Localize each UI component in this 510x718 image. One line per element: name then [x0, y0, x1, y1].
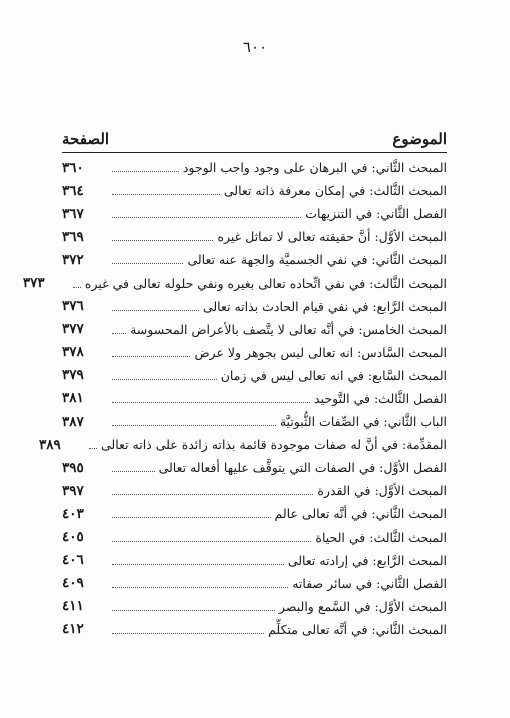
toc-entry-page: ٣٩٧	[62, 482, 84, 499]
toc-entry-title: المبحث الرَّابع: في إرادته تعالى	[287, 552, 447, 568]
toc-entry	[62, 572, 447, 595]
toc-entry	[62, 456, 447, 479]
toc-entry-title: المبحث الأوَّل: في السَّمع والبصر	[279, 598, 447, 614]
toc-entry-page: ٣٦٩	[62, 228, 84, 245]
toc-entry	[62, 364, 447, 387]
toc-entry-title: المقدِّمة: في أنَّ له صفات موجودة قائمة بذاته زائدة على ذاته تعالى	[101, 437, 447, 453]
toc-entry-page: ٤٠٥	[62, 529, 84, 546]
toc-entry-page: ٣٨٩	[39, 436, 61, 453]
toc-entry	[62, 502, 447, 525]
dot-leader	[112, 494, 313, 495]
toc-entry-page: ٣٧٦	[62, 298, 84, 315]
dot-leader	[112, 171, 179, 172]
toc-entry	[62, 179, 447, 202]
page-column-heading: الصفحة	[62, 130, 110, 148]
dot-leader	[112, 333, 126, 334]
toc-header	[62, 126, 447, 148]
toc-entry-page: ٣٧٣	[22, 275, 45, 292]
toc-entry-title: الباب الثَّاني: في الصِّفات الثُّبوتيَّة	[279, 414, 447, 430]
toc-entry-page: ٣٧٨	[62, 344, 84, 361]
toc-entry	[62, 595, 447, 618]
toc-entry	[62, 318, 447, 341]
toc-entry-title: الفصل الأوَّل: في الصفات التي يتوقَّف عليها أفعاله تعالى	[158, 460, 447, 476]
dot-leader	[112, 356, 190, 357]
toc-entry-title: الفصل الثَّاني: في التنزيهات	[305, 206, 447, 222]
toc-entry	[62, 295, 447, 318]
toc-entry	[62, 156, 447, 179]
toc-entry	[62, 526, 447, 549]
toc-entry-page: ٣٦٠	[62, 159, 84, 176]
toc-entry	[62, 248, 447, 271]
toc-entry-title: المبحث الأوَّل: في القدرة	[317, 483, 447, 499]
dot-leader	[112, 471, 155, 472]
dot-leader	[112, 217, 301, 218]
toc-entry-page: ٤٠٦	[62, 552, 84, 569]
toc-entry-title: المبحث الأوَّل: أنَّ حقيقته تعالى لا تماثل غيره	[217, 229, 447, 245]
toc-entry-title: المبحث الثَّاني: في أنَّه تعالى عالم	[274, 506, 447, 522]
toc-entry	[62, 618, 447, 641]
dot-leader	[112, 564, 284, 565]
table-of-contents	[22, 156, 447, 641]
toc-entry	[22, 271, 447, 294]
toc-entry-page: ٣٧٢	[62, 251, 84, 268]
toc-entry-page: ٣٨١	[62, 390, 84, 407]
dot-leader	[112, 517, 271, 518]
dot-leader	[112, 587, 288, 588]
dot-leader	[112, 240, 213, 241]
toc-entry-page: ٣٧٩	[62, 367, 84, 384]
toc-entry	[62, 549, 447, 572]
toc-entry-page: ٣٦٤	[62, 182, 84, 199]
toc-entry-page: ٣٨٧	[62, 413, 84, 430]
dot-leader	[112, 310, 199, 311]
toc-entry-page: ٤١١	[62, 598, 84, 615]
dot-leader	[112, 402, 310, 403]
toc-entry-title: المبحث الخامس: في أنَّه تعالى لا يتَّصف بالأعراض المحسوسة	[130, 321, 447, 337]
toc-entry-title: المبحث الثَّاني: في نفي الجسميَّة والجهة عنه تعالى	[187, 252, 447, 268]
toc-entry	[62, 387, 447, 410]
dot-leader	[112, 379, 217, 380]
toc-entry	[62, 479, 447, 502]
toc-entry-page: ٤١٢	[62, 621, 84, 638]
dot-leader	[112, 610, 275, 611]
dot-leader	[89, 448, 97, 449]
toc-entry	[62, 410, 447, 433]
toc-entry-title: المبحث الثَّالث: في الحياة	[315, 529, 447, 545]
dot-leader	[112, 425, 276, 426]
toc-entry	[39, 433, 447, 456]
topic-column-heading: الموضوع	[392, 130, 447, 148]
toc-entry-title: المبحث الثَّالث: في نفي اتِّحاده تعالى بغيره ونفي حلوله تعالى في غيره	[84, 275, 447, 291]
toc-entry-title: المبحث السَّابع: في انه تعالى ليس في زمان	[220, 367, 447, 383]
toc-entry-title: المبحث الثَّاني: في البرهان على وجود واجب الوجود	[182, 160, 447, 176]
toc-entry-title: المبحث الرَّابع: في نفي قيام الحادث بذاته تعالى	[202, 298, 447, 314]
toc-entry-title: الفصل الثَّالث: في التَّوحيد	[314, 390, 447, 406]
toc-entry-title: المبحث الثَّالث: في إمكان معرفة ذاته تعالى	[223, 183, 447, 199]
toc-entry-page: ٤٠٩	[62, 575, 84, 592]
dot-leader	[112, 633, 264, 634]
toc-entry	[62, 341, 447, 364]
dot-leader	[112, 263, 183, 264]
toc-entry-page: ٣٦٧	[62, 205, 84, 222]
toc-entry-page: ٣٩٥	[62, 459, 84, 476]
header-rule	[62, 152, 447, 153]
dot-leader	[112, 541, 311, 542]
toc-entry-page: ٤٠٣	[62, 505, 84, 522]
toc-entry	[62, 202, 447, 225]
dot-leader	[73, 287, 81, 288]
toc-entry-title: المبحث الثَّاني: في أنَّه تعالى متكلِّم	[268, 621, 447, 637]
dot-leader	[112, 194, 220, 195]
toc-entry-page: ٣٧٧	[62, 321, 84, 338]
toc-entry-title: الفصل الثَّاني: في سائر صفاته	[292, 575, 447, 591]
page-number: ٦٠٠	[242, 38, 268, 56]
toc-entry	[62, 225, 447, 248]
toc-entry-title: المبحث السَّادس: انه تعالى ليس بجوهر ولا عرض	[194, 344, 447, 360]
